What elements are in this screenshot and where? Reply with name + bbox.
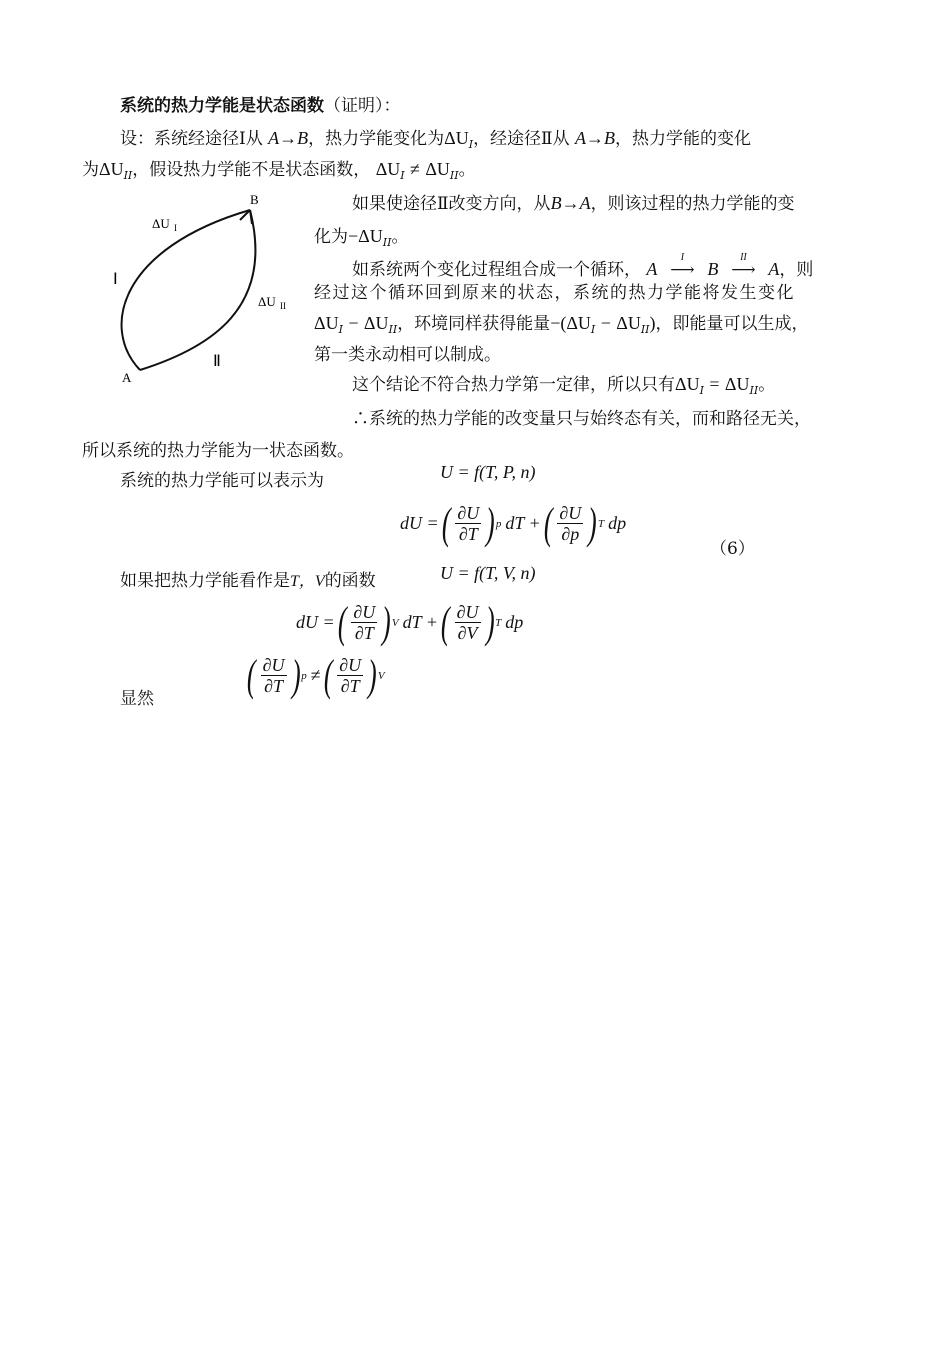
label-path-II: Ⅱ [213, 353, 221, 370]
num: ∂U [353, 602, 376, 622]
math-arrow: → [561, 193, 580, 213]
text: 如果使途径Ⅱ改变方向，从 [352, 194, 551, 214]
eq-U-TVn: U = f(T, V, n) [440, 563, 536, 583]
frac-dU-dT [337, 655, 363, 696]
paren: ) [291, 651, 301, 700]
paren: ) [485, 598, 495, 647]
label-dU2: ΔU [258, 294, 276, 309]
frac-dU-dV [455, 602, 481, 643]
eq-dU-Tp [400, 498, 626, 549]
label-A: A [122, 370, 132, 385]
math-A: A [768, 259, 780, 279]
math-sub: I [699, 384, 704, 397]
subscript-T: T [597, 517, 605, 530]
text: ，则该过程的热力学能的变 [590, 194, 795, 214]
text: ，热力学能变化为 [308, 129, 445, 149]
para-line-11: 所以系统的热力学能为一状态函数。 [82, 441, 354, 461]
path-diagram [100, 188, 300, 388]
den: ∂T [340, 676, 360, 696]
cycle-arrow-1: I ⟶ [657, 259, 707, 281]
eq-inequality [244, 650, 389, 701]
math-dU: ΔU [566, 313, 591, 333]
para-line-8: 第一类永动相可以制成。 [314, 345, 501, 365]
lhs: dU = [296, 612, 335, 632]
text: 的函数 [324, 571, 376, 591]
math-sub: I [590, 323, 596, 336]
math-dU: ΔU [675, 374, 700, 394]
math-A: A [646, 259, 658, 279]
subscript-p: p [495, 517, 502, 530]
math-paren: ) [649, 313, 656, 333]
paren: ( [440, 598, 450, 647]
paren: ( [543, 499, 553, 548]
para-line-2 [82, 158, 476, 183]
math-minus: − [348, 226, 359, 246]
math-neq: ≠ [410, 159, 420, 179]
para-line-3 [352, 192, 795, 215]
math-eq: = [709, 374, 720, 394]
eq-U-TPn: U = f(T, P, n) [440, 462, 536, 482]
path-II-curve [140, 210, 255, 370]
subscript-T: T [495, 616, 502, 629]
paren: ( [323, 651, 333, 700]
text: ，环境同样获得能量 [397, 314, 551, 334]
text: 。 [391, 227, 409, 247]
equation-number: （6） [710, 539, 755, 559]
para-line-4 [314, 225, 408, 250]
math-minus: − [348, 313, 359, 333]
math-A: A [268, 128, 280, 148]
math-B: B [707, 259, 719, 279]
math-dU: ΔU [724, 374, 750, 394]
title-suffix: （证明）： [324, 96, 401, 116]
para-line-14: 显然 [120, 689, 154, 709]
label-dU2-sub: II [280, 301, 286, 311]
text: ，即能量可以生成， [655, 314, 809, 334]
text: 。 [458, 160, 476, 180]
math-sub: I [468, 138, 474, 151]
math-sub: I [400, 169, 405, 182]
label-path-I: Ⅰ [113, 271, 118, 288]
math-arrow: → [586, 128, 605, 148]
frac-dU-dT [455, 503, 481, 544]
math-TV: T，V [290, 573, 325, 590]
math-sub: II [449, 169, 459, 182]
label-dU1-sub: I [174, 223, 177, 233]
paren: ( [337, 598, 347, 647]
text: 设：系统经途径Ⅰ从 [120, 129, 263, 149]
text: 。 [758, 375, 776, 395]
num: ∂U [339, 655, 362, 675]
text: 为 [82, 160, 99, 180]
math-A: A [575, 128, 587, 148]
subscript-p: p [301, 669, 307, 682]
math-minus: − [550, 313, 561, 333]
math-B: B [297, 128, 309, 148]
para-line-1 [120, 127, 751, 152]
den: ∂T [354, 623, 374, 643]
math-sub: I [338, 323, 343, 336]
num: ∂U [456, 602, 479, 622]
math-sub: II [123, 169, 133, 182]
paren: ) [382, 598, 391, 647]
num: ∂U [457, 503, 480, 523]
path-I-curve [122, 210, 250, 370]
den: ∂V [457, 623, 478, 643]
para-line-6: 经过这个循环回到原来的状态，系统的热力学能将发生变化 [314, 283, 795, 303]
math-sub: II [640, 323, 650, 336]
para-line-10: ∴系统的热力学能的改变量只与始终态有关，而和路径无关， [352, 409, 811, 429]
math-dU: ΔU [375, 159, 401, 179]
para-line-5 [352, 252, 814, 281]
dT-term: dT + [505, 513, 541, 533]
paren: ) [486, 499, 495, 548]
math-dU: ΔU [444, 128, 469, 148]
text: ，则 [779, 260, 814, 280]
text: ，经途径Ⅱ从 [473, 129, 570, 149]
math-dU: ΔU [616, 313, 641, 333]
text: 如果把热力学能看作是 [120, 571, 290, 591]
math-sub: II [388, 323, 398, 336]
para-line-12: 系统的热力学能可以表示为 [120, 471, 324, 491]
math-arrow: → [279, 128, 298, 148]
dp-term: dp [608, 513, 627, 533]
frac-dU-dp [557, 503, 583, 544]
dT-term: dT + [402, 612, 438, 632]
math-paren: ( [560, 313, 567, 333]
paren: ( [441, 499, 451, 548]
math-B: B [550, 193, 562, 213]
den: ∂T [264, 676, 284, 696]
math-sub: II [749, 384, 759, 397]
eq-dU-TV [296, 597, 523, 648]
lhs: dU = [400, 513, 439, 533]
cycle-arrow-2: II ⟶ [718, 259, 768, 281]
label-B: B [250, 192, 259, 207]
neq: ≠ [310, 665, 321, 685]
dp-term: dp [505, 612, 524, 632]
text: ，热力学能的变化 [615, 129, 752, 149]
para-line-9 [352, 373, 775, 398]
math-dU: ΔU [425, 159, 450, 179]
frac-dU-dT [261, 655, 287, 696]
paren: ( [246, 651, 256, 700]
arrow-label: II [740, 252, 747, 263]
math-dU: ΔU [99, 159, 124, 179]
para-line-7 [314, 312, 809, 337]
den: ∂p [561, 524, 580, 544]
frac-dU-dT [351, 602, 377, 643]
text: 这个结论不符合热力学第一定律，所以只有 [352, 375, 675, 395]
text: ，假设热力学能不是状态函数， [132, 160, 371, 180]
num: ∂U [262, 655, 285, 675]
arrow-label: I [680, 252, 685, 263]
text: 如系统两个变化过程组合成一个循环， [352, 260, 641, 280]
math-dU: ΔU [358, 226, 383, 246]
label-dU1: ΔU [152, 216, 170, 231]
section-title: 系统的热力学能是状态函数 [120, 96, 324, 116]
text: 化为 [314, 227, 348, 247]
math-sub: II [382, 236, 392, 249]
math-dU: ΔU [314, 313, 339, 333]
math-minus: − [600, 313, 611, 333]
math-A: A [579, 193, 591, 213]
title-line [120, 95, 401, 117]
math-B: B [604, 128, 616, 148]
subscript-V: V [377, 669, 385, 682]
den: ∂T [458, 524, 478, 544]
paren: ) [588, 499, 598, 548]
paren: ) [368, 651, 377, 700]
math-dU: ΔU [363, 313, 389, 333]
para-line-13 [120, 570, 376, 593]
num: ∂U [559, 503, 582, 523]
subscript-V: V [391, 616, 399, 629]
